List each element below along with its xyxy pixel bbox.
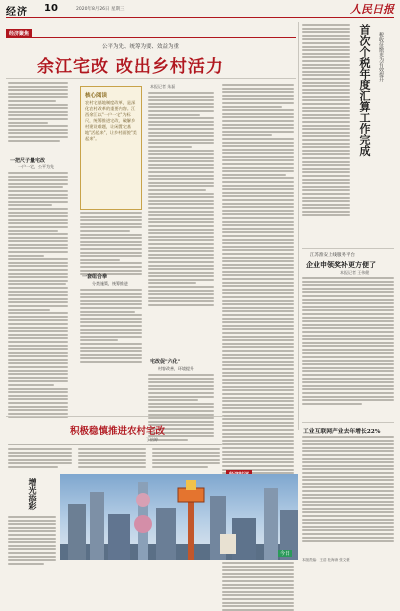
commentary-box — [80, 86, 142, 210]
city-skyline-image — [60, 474, 298, 560]
right-top-title: 首次个税年度汇算工作完成 — [358, 24, 371, 156]
subhead-1-sub: 一户一宅，公平为先 — [18, 164, 54, 169]
column-divider — [298, 22, 299, 430]
editorial-rule — [6, 416, 224, 417]
lead-column-1 — [8, 82, 68, 142]
right-low-title: 工业互联网产业去年增长22% — [303, 429, 381, 435]
subhead-1: 一把尺子量宅改 — [10, 158, 46, 164]
editorial-column-2 — [78, 448, 146, 468]
right-mid-intro: 江苏淮安上线服务平台 — [310, 253, 355, 258]
title-rule — [6, 78, 296, 79]
editorial-title: 积极稳慎推进农村宅改 — [70, 426, 166, 437]
subhead-2-sub: 分类施策，统筹推进 — [92, 281, 128, 286]
editorial-body-band — [8, 444, 222, 445]
right-mid-title: 企业申领奖补更方便了 — [306, 260, 376, 269]
right-divider-2 — [302, 422, 394, 423]
photo-tag: 今日 — [280, 551, 291, 557]
lead-subtitle: 公平为先、统筹为要、效益为重 — [102, 44, 180, 50]
editor-line: 本版责编：王浩 杜海涛 张文豪 — [302, 558, 350, 562]
page-number: 10 — [44, 3, 58, 14]
photo-title: 增光添彩 — [28, 478, 38, 510]
lead-column-2b — [80, 289, 142, 363]
lead-byline: 本报记者 朱磊 — [150, 84, 176, 89]
lead-column-1b — [8, 172, 68, 418]
lead-column-2 — [80, 212, 142, 275]
right-top-subtitle: 税收征缴更为有效提升 — [378, 32, 384, 82]
issue-date: 2020年8月26日 星期三 — [76, 7, 125, 12]
right-low-text — [302, 436, 394, 542]
subhead-3-sub: 村容改善，环境提升 — [158, 366, 194, 371]
right-divider-1 — [302, 248, 394, 249]
column-tag: 经济聚焦 — [6, 29, 32, 38]
newspaper-logo: 人民日报 — [350, 3, 394, 16]
right-mid-byline: 本报记者 王伟健 — [340, 270, 370, 275]
photo-caption-text — [8, 516, 56, 565]
editorial-column-3 — [152, 448, 220, 468]
editorial-byline: 丁怡婷 — [146, 437, 158, 442]
header-rule — [6, 37, 296, 38]
section-name: 经济 — [6, 7, 28, 18]
right-mid-text — [302, 277, 394, 405]
right-top-text — [302, 24, 350, 216]
commentary-text: 农村宅基地制度改革，是深化农村改革的重要内容。江西余江以"一户一宅"为标尺，统筹推进宅改，破解乡村建设难题，让闲置宅基地"活起来"，让乡村面貌"美起来"。 — [85, 100, 137, 141]
commentary-tag: 核心阅读 — [85, 93, 108, 99]
lead-column-3 — [148, 92, 214, 306]
editorial-column-1 — [8, 448, 72, 468]
subhead-2: 一套组合拳 — [82, 274, 108, 280]
lead-title: 余江宅改 改出乡村活力 — [37, 57, 224, 77]
subhead-3: 宅改促"六化" — [150, 359, 181, 365]
masthead — [6, 3, 394, 18]
news-photo — [60, 474, 298, 560]
